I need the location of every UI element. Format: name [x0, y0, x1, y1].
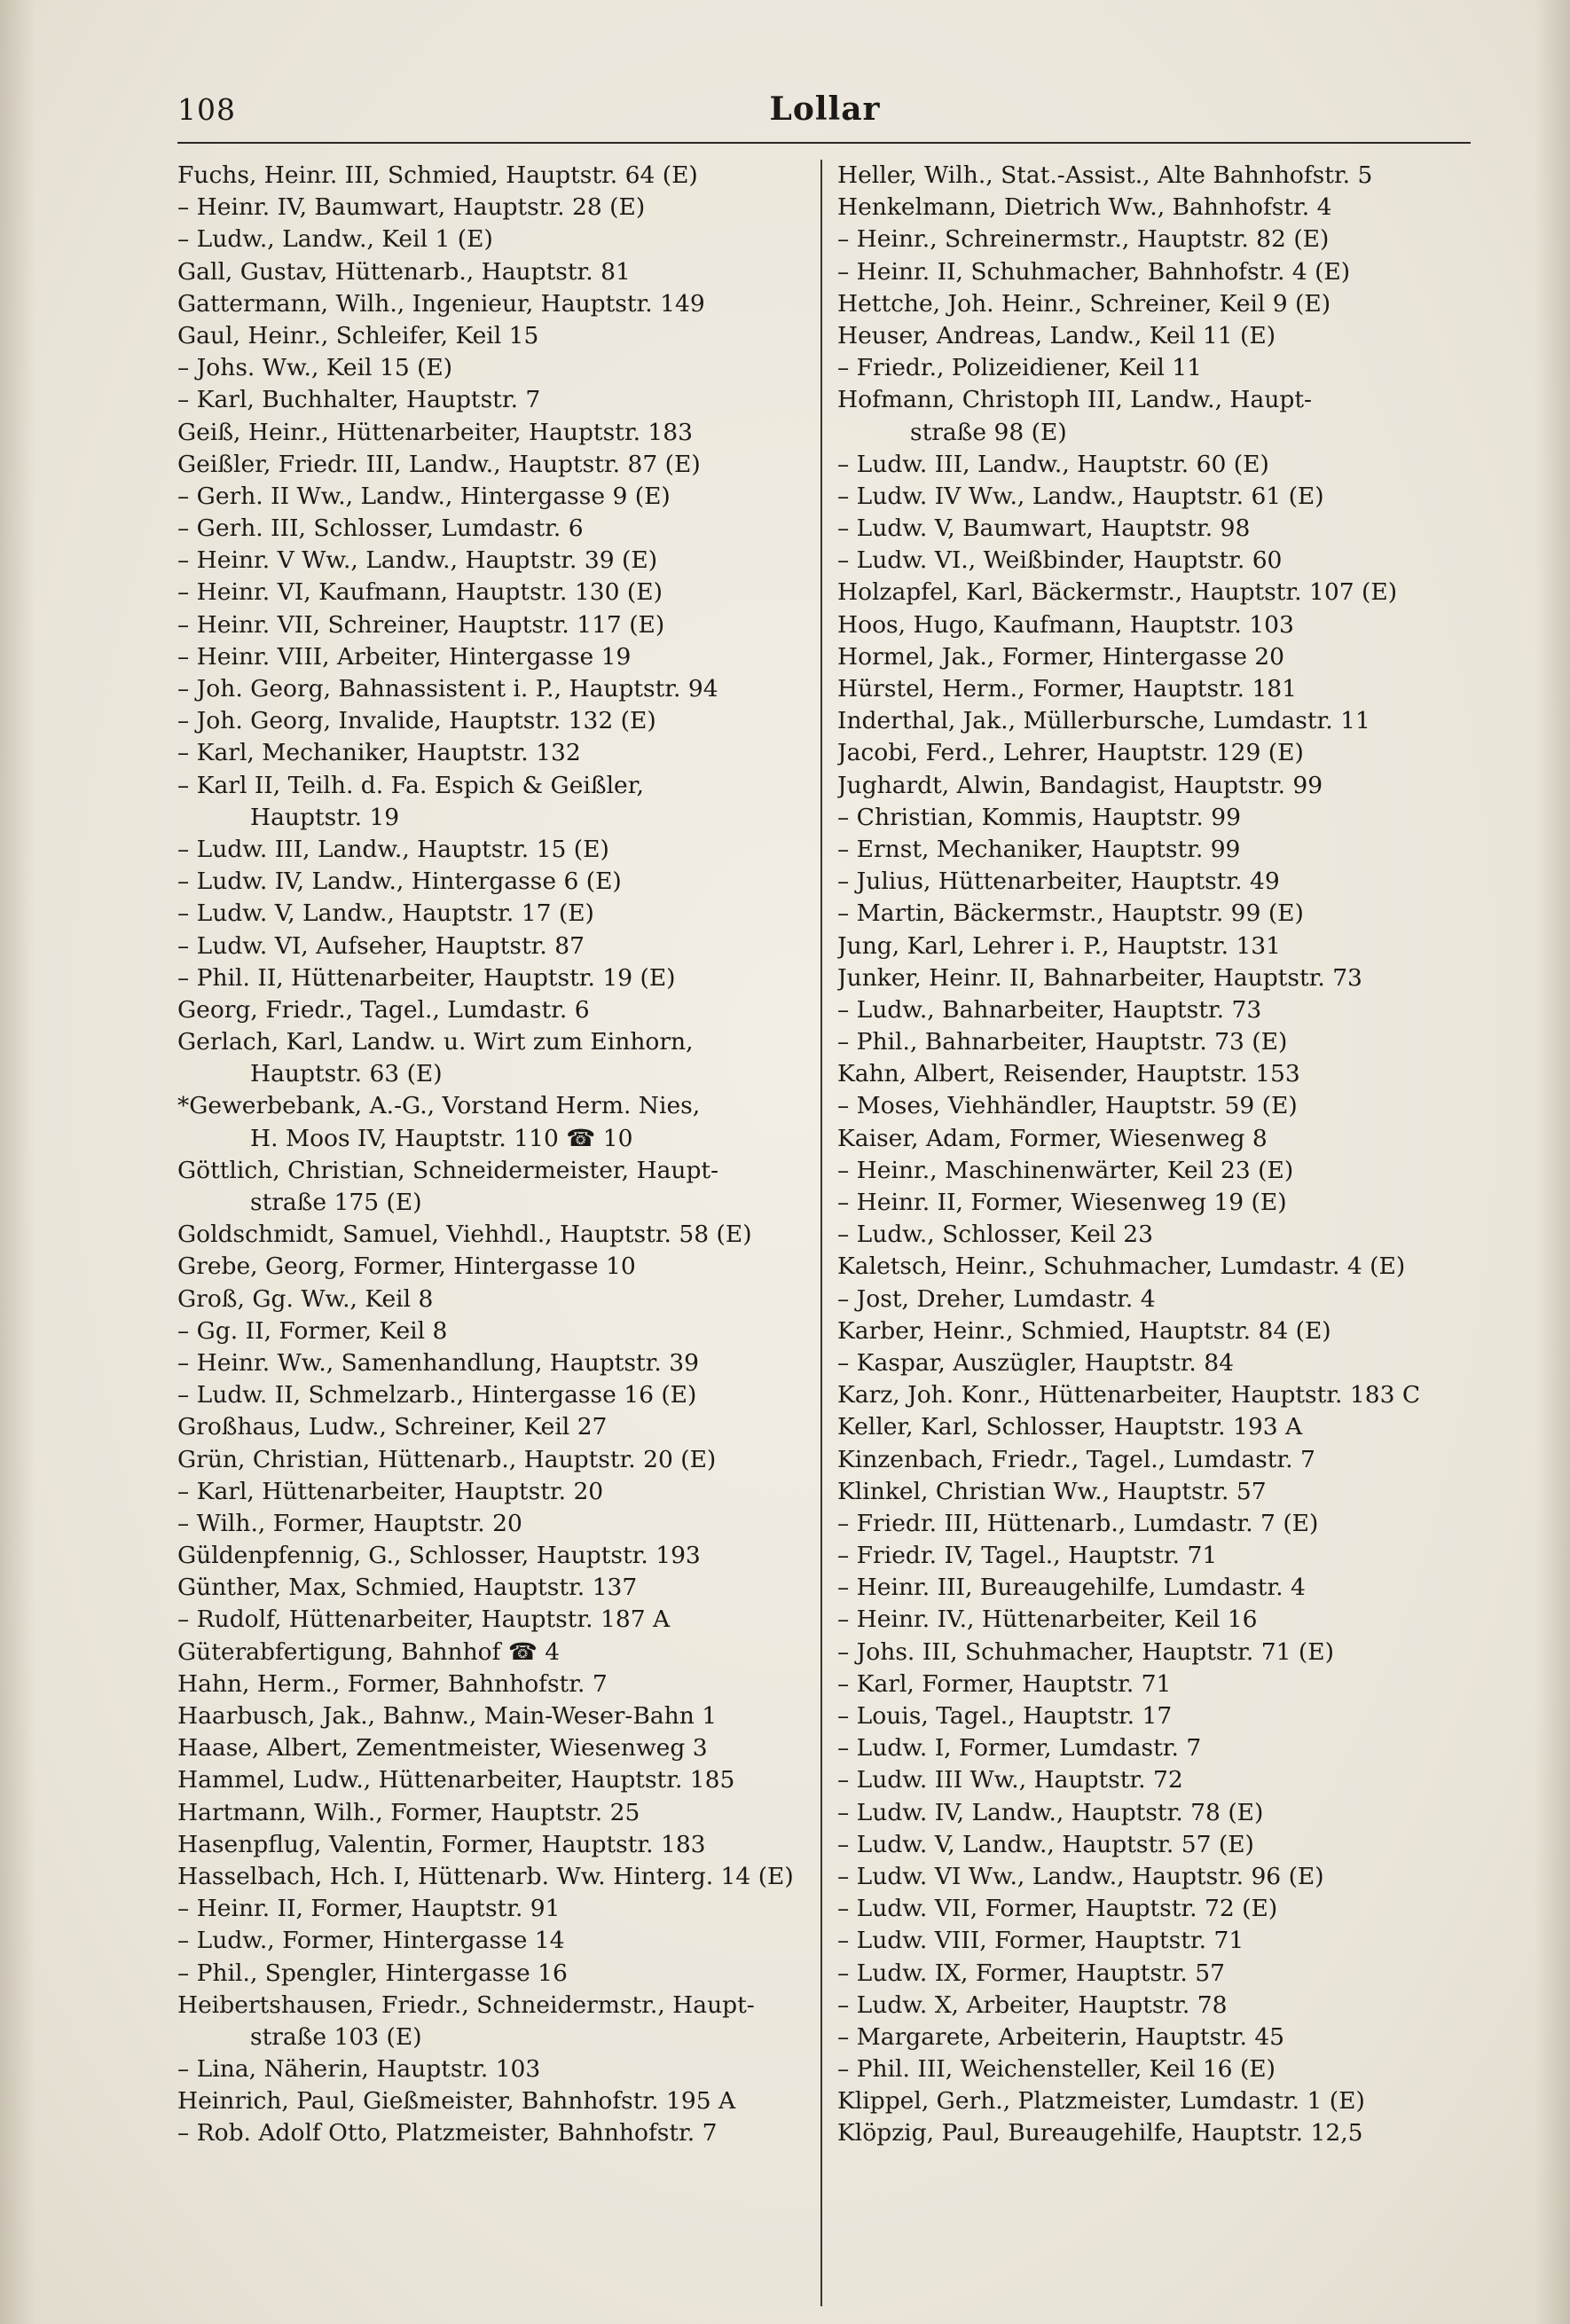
directory-entry: – Ludw., Schlosser, Keil 23 — [837, 1221, 1153, 1249]
directory-entry: – Heinr. IV, Baumwart, Hauptstr. 28 (E) — [177, 193, 646, 222]
directory-entry: – Ludw. IV, Landw., Hauptstr. 78 (E) — [837, 1798, 1264, 1826]
directory-entry: straße 103 (E) — [250, 2022, 422, 2051]
directory-entry: – Julius, Hüttenarbeiter, Hauptstr. 49 — [837, 868, 1280, 896]
page-shadow-left — [0, 0, 35, 2324]
directory-entry: – Martin, Bäckermstr., Hauptstr. 99 (E) — [837, 899, 1304, 928]
directory-entry: Kaiser, Adam, Former, Wiesenweg 8 — [837, 1124, 1268, 1152]
directory-entry: – Heinr. VII, Schreiner, Hauptstr. 117 (E) — [177, 610, 665, 639]
directory-entry: Güldenpfennig, G., Schlosser, Hauptstr. 193 — [177, 1542, 701, 1570]
directory-entry: – Ludw. V, Landw., Hauptstr. 17 (E) — [177, 899, 594, 928]
header-rule — [177, 142, 1471, 144]
directory-entry: – Ludw. VIII, Former, Hauptstr. 71 — [837, 1927, 1244, 1955]
directory-entry: – Phil. II, Hüttenarbeiter, Hauptstr. 19 (E) — [177, 963, 676, 992]
directory-entry: Hasenpflug, Valentin, Former, Hauptstr. 183 — [177, 1830, 706, 1858]
directory-entry: Fuchs, Heinr. III, Schmied, Hauptstr. 64 (E) — [177, 161, 698, 189]
directory-entry: – Heinr. IV., Hüttenarbeiter, Keil 16 — [837, 1606, 1258, 1634]
directory-entry: Grün, Christian, Hüttenarb., Hauptstr. 20 (E) — [177, 1445, 717, 1473]
directory-entry: Günther, Max, Schmied, Hauptstr. 137 — [177, 1574, 638, 1602]
directory-entry: – Karl, Buchhalter, Hauptstr. 7 — [177, 386, 541, 414]
directory-entry: – Ludw. V, Baumwart, Hauptstr. 98 — [837, 514, 1251, 543]
directory-entry: Hasselbach, Hch. I, Hüttenarb. Ww. Hinterg. 14 (E) — [177, 1862, 794, 1890]
directory-entry: straße 175 (E) — [250, 1189, 422, 1216]
directory-entry: – Ludw., Landw., Keil 1 (E) — [177, 225, 493, 254]
directory-entry: – Ludw. III, Landw., Hauptstr. 60 (E) — [837, 450, 1269, 478]
directory-entry: Gerlach, Karl, Landw. u. Wirt zum Einhorn, — [177, 1028, 694, 1056]
directory-entry: – Ludw. VI Ww., Landw., Hauptstr. 96 (E) — [837, 1862, 1324, 1890]
directory-entry: Hauptstr. 63 (E) — [250, 1060, 443, 1088]
directory-entry: Kahn, Albert, Reisender, Hauptstr. 153 — [837, 1060, 1300, 1088]
directory-entry: Hahn, Herm., Former, Bahnhofstr. 7 — [177, 1669, 608, 1698]
directory-entry: Hartmann, Wilh., Former, Hauptstr. 25 — [177, 1798, 640, 1826]
directory-entry: Jung, Karl, Lehrer i. P., Hauptstr. 131 — [837, 931, 1282, 960]
directory-entry: Hoos, Hugo, Kaufmann, Hauptstr. 103 — [837, 610, 1294, 639]
directory-entry: Grebe, Georg, Former, Hintergasse 10 — [177, 1252, 636, 1281]
directory-entry: – Ludw. I, Former, Lumdastr. 7 — [837, 1734, 1202, 1763]
directory-entry: Großhaus, Ludw., Schreiner, Keil 27 — [177, 1413, 608, 1441]
directory-entry: – Louis, Tagel., Hauptstr. 17 — [837, 1702, 1173, 1730]
directory-entry: – Rob. Adolf Otto, Platzmeister, Bahnhofstr. 7 — [177, 2119, 718, 2147]
directory-entry: Jughardt, Alwin, Bandagist, Hauptstr. 99 — [837, 771, 1323, 799]
directory-entry: Groß, Gg. Ww., Keil 8 — [177, 1284, 434, 1313]
running-title: Lollar — [769, 90, 881, 128]
directory-entry: Gall, Gustav, Hüttenarb., Hauptstr. 81 — [177, 257, 631, 286]
directory-entry: – Ludw. III Ww., Hauptstr. 72 — [837, 1766, 1183, 1794]
directory-entry: – Joh. Georg, Invalide, Hauptstr. 132 (E) — [177, 707, 656, 735]
directory-entry: – Lina, Näherin, Hauptstr. 103 — [177, 2055, 541, 2084]
directory-entry: – Heinr. VIII, Arbeiter, Hintergasse 19 — [177, 642, 632, 671]
directory-entry: – Ludw. IV Ww., Landw., Hauptstr. 61 (E) — [837, 482, 1324, 510]
directory-entry: – Kaspar, Auszügler, Hauptstr. 84 — [837, 1348, 1234, 1377]
directory-entry: – Heinr. II, Former, Hauptstr. 91 — [177, 1895, 561, 1923]
directory-entry: – Heinr., Schreinermstr., Hauptstr. 82 (E) — [837, 225, 1330, 254]
directory-entry: Hammel, Ludw., Hüttenarbeiter, Hauptstr. 185 — [177, 1766, 735, 1794]
directory-entry: straße 98 (E) — [910, 418, 1067, 446]
directory-entry: Klinkel, Christian Ww., Hauptstr. 57 — [837, 1477, 1267, 1505]
directory-entry: Gattermann, Wilh., Ingenieur, Hauptstr. 149 — [177, 289, 705, 318]
directory-entry: – Heinr. III, Bureaugehilfe, Lumdastr. 4 — [837, 1574, 1306, 1602]
directory-entry: – Phil., Bahnarbeiter, Hauptstr. 73 (E) — [837, 1028, 1288, 1056]
directory-entry: Heuser, Andreas, Landw., Keil 11 (E) — [837, 321, 1276, 349]
directory-entry: *Gewerbebank, A.-G., Vorstand Herm. Nies, — [177, 1092, 701, 1120]
directory-entry: Gaul, Heinr., Schleifer, Keil 15 — [177, 321, 539, 349]
directory-entry: Georg, Friedr., Tagel., Lumdastr. 6 — [177, 995, 590, 1024]
directory-entry: Hürstel, Herm., Former, Hauptstr. 181 — [837, 675, 1297, 703]
directory-entry: Jacobi, Ferd., Lehrer, Hauptstr. 129 (E) — [837, 739, 1304, 767]
directory-entry: – Phil. III, Weichensteller, Keil 16 (E) — [837, 2055, 1276, 2084]
directory-entry: Hofmann, Christoph III, Landw., Haupt- — [837, 386, 1312, 414]
directory-entry: Karz, Joh. Konr., Hüttenarbeiter, Hauptstr. 183 C — [837, 1381, 1421, 1409]
directory-entry: – Heinr., Maschinenwärter, Keil 23 (E) — [837, 1156, 1294, 1184]
directory-entry: – Ludw. II, Schmelzarb., Hintergasse 16 (E) — [177, 1381, 697, 1409]
directory-entry: Kinzenbach, Friedr., Tagel., Lumdastr. 7 — [837, 1445, 1315, 1473]
directory-entry: – Friedr. IV, Tagel., Hauptstr. 71 — [837, 1542, 1218, 1570]
page-shadow-right — [1535, 0, 1570, 2324]
directory-entry: – Heinr. Ww., Samenhandlung, Hauptstr. 39 — [177, 1348, 699, 1377]
directory-entry: – Moses, Viehhändler, Hauptstr. 59 (E) — [837, 1092, 1298, 1120]
directory-entry: – Heinr. VI, Kaufmann, Hauptstr. 130 (E) — [177, 578, 663, 607]
directory-entry: Geißler, Friedr. III, Landw., Hauptstr. 87 (E) — [177, 450, 701, 478]
directory-entry: Karber, Heinr., Schmied, Hauptstr. 84 (E) — [837, 1316, 1331, 1345]
directory-entry: – Ludw. VII, Former, Hauptstr. 72 (E) — [837, 1895, 1278, 1923]
directory-entry: – Ludw. IV, Landw., Hintergasse 6 (E) — [177, 868, 622, 896]
directory-entry: Kaletsch, Heinr., Schuhmacher, Lumdastr. 4 (E) — [837, 1252, 1406, 1281]
directory-entry: Haase, Albert, Zementmeister, Wiesenweg 3 — [177, 1734, 708, 1763]
directory-entry: – Gg. II, Former, Keil 8 — [177, 1316, 448, 1345]
directory-entry: – Friedr., Polizeidiener, Keil 11 — [837, 354, 1202, 382]
directory-entry: Junker, Heinr. II, Bahnarbeiter, Hauptstr. 73 — [837, 963, 1362, 992]
directory-entry: Hettche, Joh. Heinr., Schreiner, Keil 9 (E) — [837, 289, 1331, 318]
directory-entry: – Phil., Spengler, Hintergasse 16 — [177, 1959, 568, 1987]
directory-entry: – Karl, Former, Hauptstr. 71 — [837, 1669, 1172, 1698]
directory-entry: – Ludw., Former, Hintergasse 14 — [177, 1927, 565, 1955]
page-number: 108 — [177, 92, 236, 127]
directory-entry: – Gerh. II Ww., Landw., Hintergasse 9 (E) — [177, 482, 671, 510]
directory-entry: – Jost, Dreher, Lumdastr. 4 — [837, 1284, 1156, 1313]
directory-entry: Güterabfertigung, Bahnhof ☎ 4 — [177, 1637, 561, 1666]
directory-entry: Heibertshausen, Friedr., Schneidermstr., Haupt- — [177, 1990, 755, 2019]
directory-entry: – Ludw. VI., Weißbinder, Hauptstr. 60 — [837, 546, 1283, 575]
directory-entry: Heinrich, Paul, Gießmeister, Bahnhofstr. 195 A — [177, 2087, 736, 2116]
directory-entry: – Ludw., Bahnarbeiter, Hauptstr. 73 — [837, 995, 1262, 1024]
directory-entry: – Margarete, Arbeiterin, Hauptstr. 45 — [837, 2022, 1285, 2051]
directory-entry: – Karl, Hüttenarbeiter, Hauptstr. 20 — [177, 1477, 604, 1505]
directory-entry: – Ernst, Mechaniker, Hauptstr. 99 — [837, 835, 1241, 863]
directory-entry: – Gerh. III, Schlosser, Lumdastr. 6 — [177, 514, 584, 543]
directory-entry: – Wilh., Former, Hauptstr. 20 — [177, 1509, 522, 1537]
directory-entry: Klippel, Gerh., Platzmeister, Lumdastr. 1 (E) — [837, 2087, 1365, 2116]
directory-entry: – Friedr. III, Hüttenarb., Lumdastr. 7 (E) — [837, 1509, 1319, 1537]
directory-entry: – Rudolf, Hüttenarbeiter, Hauptstr. 187 A — [177, 1606, 671, 1634]
directory-entry: Holzapfel, Karl, Bäckermstr., Hauptstr. 107 (E) — [837, 578, 1398, 607]
directory-entry: – Ludw. IX, Former, Hauptstr. 57 — [837, 1959, 1226, 1987]
directory-entry: – Heinr. V Ww., Landw., Hauptstr. 39 (E) — [177, 546, 658, 575]
directory-entry: – Heinr. II, Schuhmacher, Bahnhofstr. 4 (E) — [837, 257, 1351, 286]
directory-entry: – Johs. III, Schuhmacher, Hauptstr. 71 (E) — [837, 1637, 1334, 1666]
directory-entry: Geiß, Heinr., Hüttenarbeiter, Hauptstr. 183 — [177, 418, 694, 446]
directory-entry: Hauptstr. 19 — [250, 803, 400, 831]
directory-entry: – Christian, Kommis, Hauptstr. 99 — [837, 803, 1241, 831]
directory-entry: Goldschmidt, Samuel, Viehhdl., Hauptstr. 58 (E) — [177, 1221, 752, 1249]
directory-entry: Hormel, Jak., Former, Hintergasse 20 — [837, 642, 1285, 671]
directory-entry: – Karl, Mechaniker, Hauptstr. 132 — [177, 739, 581, 767]
directory-entry: Keller, Karl, Schlosser, Hauptstr. 193 A — [837, 1413, 1303, 1441]
directory-entry: Henkelmann, Dietrich Ww., Bahnhofstr. 4 — [837, 193, 1332, 222]
directory-entry: Inderthal, Jak., Müllerbursche, Lumdastr. 11 — [837, 707, 1370, 735]
directory-entry: – Ludw. V, Landw., Hauptstr. 57 (E) — [837, 1830, 1254, 1858]
left-column — [177, 160, 809, 2306]
directory-entry: – Ludw. X, Arbeiter, Hauptstr. 78 — [837, 1990, 1228, 2019]
directory-entry: – Johs. Ww., Keil 15 (E) — [177, 354, 453, 382]
page-header — [177, 92, 1472, 142]
directory-entry: – Heinr. II, Former, Wiesenweg 19 (E) — [837, 1189, 1287, 1216]
directory-entry: – Ludw. III, Landw., Hauptstr. 15 (E) — [177, 835, 609, 863]
directory-entry: Klöpzig, Paul, Bureaugehilfe, Hauptstr. 12,5 — [837, 2119, 1363, 2147]
directory-entry: Heller, Wilh., Stat.-Assist., Alte Bahnhofstr. 5 — [837, 161, 1373, 189]
directory-entry: H. Moos IV, Hauptstr. 110 ☎ 10 — [250, 1124, 633, 1152]
directory-entry: – Ludw. VI, Aufseher, Hauptstr. 87 — [177, 931, 585, 960]
right-column — [837, 160, 1469, 2306]
directory-entry: Göttlich, Christian, Schneidermeister, Haupt- — [177, 1156, 719, 1184]
directory-entry: Haarbusch, Jak., Bahnw., Main-Weser-Bahn 1 — [177, 1702, 718, 1730]
directory-entry: – Karl II, Teilh. d. Fa. Espich & Geißler, — [177, 771, 644, 799]
column-divider — [820, 160, 822, 2306]
directory-entry: – Joh. Georg, Bahnassistent i. P., Hauptstr. 94 — [177, 675, 718, 703]
